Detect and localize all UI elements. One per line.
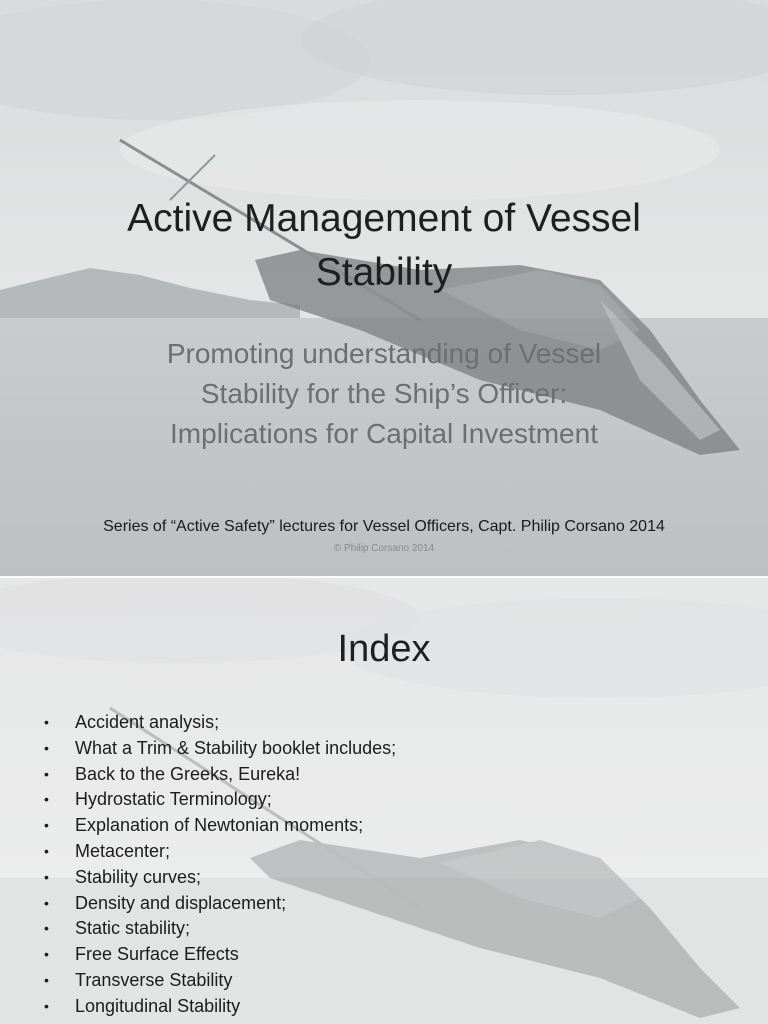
- bullet-icon: •: [44, 920, 49, 937]
- bullet-icon: •: [44, 842, 49, 859]
- bullet-icon: •: [44, 714, 49, 730]
- slide-subtitle: [80, 334, 688, 454]
- list-item-label: Free Surface Effects: [75, 944, 239, 965]
- list-item: [0, 942, 700, 968]
- list-item: [0, 813, 700, 839]
- slide-title: Index: [337, 628, 431, 670]
- list-item-label: What a Trim & Stability booklet includes;: [75, 737, 397, 758]
- bullet-icon: •: [44, 765, 49, 782]
- list-item-label: Static stability;: [75, 918, 191, 939]
- list-item: [0, 710, 700, 736]
- bullet-icon: •: [44, 817, 49, 834]
- list-item-label: Back to the Greeks, Eureka!: [75, 763, 301, 784]
- subtitle-line: Stability for the Ship’s Officer:: [200, 378, 568, 409]
- copyright-notice: © Philip Corsano 2014: [333, 543, 435, 554]
- list-item-label: Density and displacement;: [75, 892, 287, 913]
- list-item-label: Accident analysis;: [75, 712, 220, 732]
- list-item: [0, 839, 700, 865]
- list-item: [0, 865, 700, 891]
- bullet-icon: •: [44, 997, 49, 1014]
- index-slide: [0, 578, 768, 1024]
- list-item: [0, 916, 700, 942]
- list-item: [0, 891, 700, 917]
- bullet-icon: •: [44, 739, 49, 756]
- lecture-series-caption: Series of “Active Safety” lectures for Vessel Officers, Capt. Philip Corsano 2014: [103, 518, 665, 535]
- subtitle-line: Promoting understanding of Vessel: [166, 338, 602, 369]
- slide-title: Active Management of Vessel Stability: [127, 197, 641, 294]
- list-item: [0, 994, 700, 1020]
- list-item-label: Longitudinal Stability: [75, 995, 241, 1016]
- bullet-icon: •: [44, 868, 49, 885]
- list-item-label: Explanation of Newtonian moments;: [75, 815, 364, 836]
- list-item: [0, 787, 700, 813]
- index-list: [0, 710, 700, 1020]
- list-item: [0, 762, 700, 788]
- list-item: [0, 736, 700, 762]
- list-item-label: Stability curves;: [75, 866, 202, 887]
- bullet-icon: •: [44, 946, 49, 963]
- bullet-icon: •: [44, 791, 49, 808]
- list-item: [0, 968, 700, 994]
- list-item-label: Metacenter;: [75, 840, 171, 861]
- bullet-icon: •: [44, 971, 49, 988]
- subtitle-line: Implications for Capital Investment: [170, 418, 598, 449]
- list-item-label: Transverse Stability: [75, 969, 233, 990]
- bullet-icon: •: [44, 894, 49, 911]
- list-item-label: Hydrostatic Terminology;: [75, 789, 272, 810]
